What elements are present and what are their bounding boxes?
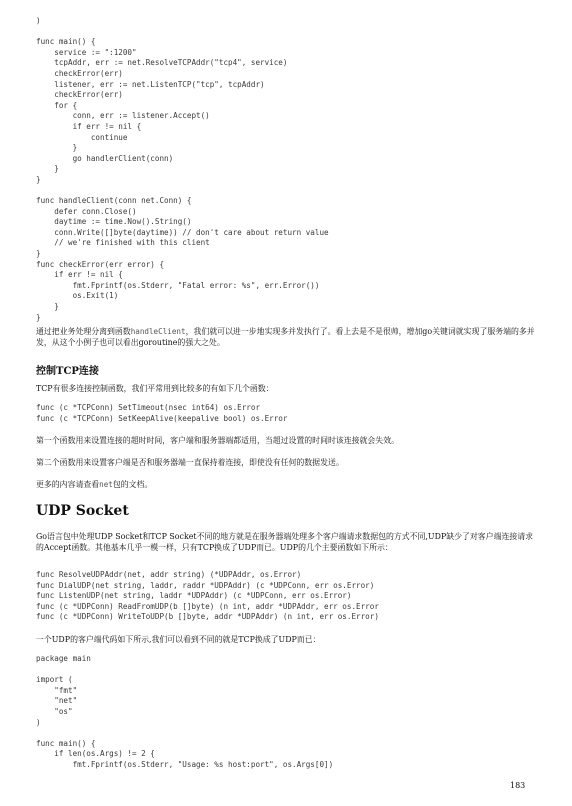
code-block-tcp-functions: func (c *TCPConn) SetTimeout(nsec int64) os.Error func (c *TCPConn) SetKeepAlive(keepalive bool) os.Error [36,403,288,423]
page-number: 183 [510,781,526,790]
paragraph-goroutine-text-after: ，我们就可以进一步地实现多并发执行了。看上去是不是很帅，增加go关键词就实现了服务端的多并发，从这个小例子也可以看出goroutine的强大之处。 [36,327,535,348]
code-block-udp-client: package main import ( "fmt" "net" "os" ) func main() { if len(os.Args) != 2 { fmt.Fprintf(os.Stderr, "Usage: %s host:port", os.Args[0]) [36,654,334,769]
paragraph-tcp-functions: TCP有很多连接控制函数，我们平常用到比较多的有如下几个函数： [36,384,274,393]
paragraph-net-docs-text-before: 更多的内容请查看 [36,480,100,489]
paragraph-goroutine [36,326,540,348]
heading-udp-socket: UDP Socket [36,503,129,519]
paragraph-keepalive: 第二个函数用来设置客户端是否和服务器端一直保持着连接，即使没有任何的数据发送。 [36,458,344,467]
paragraph-net-docs-text-after: 包的文档。 [112,480,153,489]
heading-tcp-control: 控制TCP连接 [36,366,99,377]
paragraph-goroutine-text-before: 通过把业务处理分离到函数 [36,327,131,336]
code-block-server: ) func main() { service := ":1200" tcpAddr, err := net.ResolveTCPAddr("tcp4", service) checkError(err) listener, err := net.ListenTCP("tcp", tcpAddr) checkError(err) for { conn, err := listener.Accept() if err != nil { continue } go handlerClient(conn) } } func handleClient(conn net.Conn) { defer conn.Close() daytime := time.Now().String() conn.Write([]byte(daytime)) // don't care about return value // we're finished with this client } func checkError(err error) { if err != nil { fmt.Fprintf(os.Stderr, "Fatal error: %s", err.Error()) os.Exit(1) } } [36,16,329,322]
inline-code-net: net [99,480,113,489]
paragraph-net-docs [36,479,540,490]
inline-code-handleclient: handleClient [130,327,186,336]
paragraph-timeout: 第一个函数用来设置连接的超时时间，客户端和服务器端都适用，当超过设置的时间时该连接就会失效。 [36,436,399,445]
code-block-udp-functions: func ResolveUDPAddr(net, addr string) (*UDPAddr, os.Error) func DialUDP(net string, laddr, raddr *UDPAddr) (c *UDPConn, err os.Error) func ListenUDP(net string, laddr *UDPAddr) (c *UDPConn, err os.Error) func (c *UDPConn) ReadFromUDP(b []byte) (n int, addr *UDPAddr, err os.Error func (c *UDPConn) WriteToUDP(b []byte, addr *UDPAddr) (n int, err os.Error) [36,570,379,622]
paragraph-udp-client: 一个UDP的客户端代码如下所示,我们可以看到不同的就是TCP换成了UDP而已： [36,635,321,644]
paragraph-udp-intro: Go语言包中处理UDP Socket和TCP Socket不同的地方就是在服务器端处理多个客户端请求数据包的方式不同,UDP缺少了对客户端连接请求的Accept函数。其他基本几乎一模一样，只有TCP换成了UDP而已。UDP的几个主要函数如下所示： [36,532,534,553]
